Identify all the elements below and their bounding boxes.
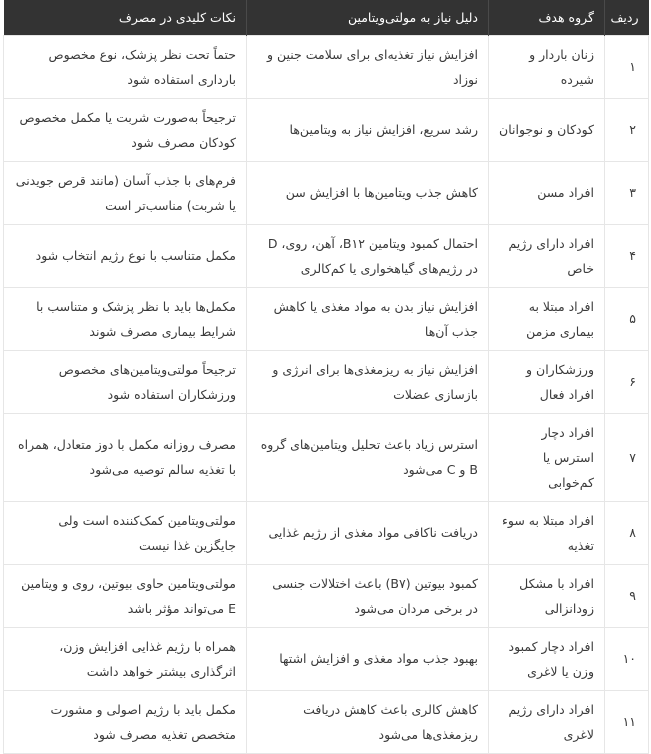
cell-index: ۴ [605,224,649,287]
header-notes: نکات کلیدی در مصرف [4,0,247,35]
table-row [4,627,649,690]
cell-notes: مکمل متناسب با نوع رژیم انتخاب شود [4,224,247,287]
cell-notes: همراه با رژیم غذایی افزایش وزن، اثرگذاری بیشتر خواهد داشت [4,627,247,690]
cell-group: افراد دچار استرس یا کم‌خوابی [489,413,605,501]
header-row [4,0,649,35]
cell-notes: مکمل‌ها باید با نظر پزشک و متناسب با شرایط بیماری مصرف شوند [4,287,247,350]
cell-notes: ترجیحاً مولتی‌ویتامین‌های مخصوص ورزشکاران استفاده شود [4,350,247,413]
table-row [4,287,649,350]
table-row [4,350,649,413]
cell-index: ۱ [605,35,649,98]
cell-group: زنان باردار و شیرده [489,35,605,98]
cell-group: افراد دچار کمبود وزن یا لاغری [489,627,605,690]
cell-index: ۷ [605,413,649,501]
cell-notes: مصرف روزانه مکمل با دوز متعادل، همراه با تغذیه سالم توصیه می‌شود [4,413,247,501]
cell-reason: کمبود بیوتین (B۷) باعث اختلالات جنسی در برخی مردان می‌شود [247,564,489,627]
cell-group: ورزشکاران و افراد فعال [489,350,605,413]
cell-index: ۲ [605,98,649,161]
table-row [4,161,649,224]
cell-group: کودکان و نوجوانان [489,98,605,161]
cell-group: افراد با مشکل زودانزالی [489,564,605,627]
cell-notes: مولتی‌ویتامین کمک‌کننده است ولی جایگزین غذا نیست [4,501,247,564]
cell-group: افراد مبتلا به بیماری مزمن [489,287,605,350]
cell-index: ۳ [605,161,649,224]
cell-index: ۹ [605,564,649,627]
cell-group: افراد مبتلا به سوء تغذیه [489,501,605,564]
cell-notes: ترجیحاً به‌صورت شربت یا مکمل مخصوص کودکان مصرف شود [4,98,247,161]
cell-index: ۱۱ [605,690,649,753]
cell-notes: مولتی‌ویتامین حاوی بیوتین، روی و ویتامین E می‌تواند مؤثر باشد [4,564,247,627]
cell-reason: کاهش جذب ویتامین‌ها با افزایش سن [247,161,489,224]
cell-notes: مکمل باید با رژیم اصولی و مشورت متخصص تغذیه مصرف شود [4,690,247,753]
cell-notes: فرم‌های با جذب آسان (مانند قرص جویدنی یا شربت) مناسب‌تر است [4,161,247,224]
table-row [4,224,649,287]
header-group: گروه هدف [489,0,605,35]
table-header [4,0,649,35]
header-reason: دلیل نیاز به مولتی‌ویتامین [247,0,489,35]
cell-index: ۱۰ [605,627,649,690]
table-row [4,690,649,753]
multivitamin-target-groups-table [3,0,649,754]
cell-reason: کاهش کالری باعث کاهش دریافت ریزمغذی‌ها می‌شود [247,690,489,753]
cell-reason: احتمال کمبود ویتامین B۱۲، آهن، روی، D در رژیم‌های گیاهخواری یا کم‌کالری [247,224,489,287]
cell-group: افراد دارای رژیم خاص [489,224,605,287]
table-row [4,501,649,564]
cell-index: ۸ [605,501,649,564]
table-row [4,413,649,501]
cell-index: ۶ [605,350,649,413]
table-row [4,564,649,627]
cell-reason: افزایش نیاز تغذیه‌ای برای سلامت جنین و نوزاد [247,35,489,98]
header-index: ردیف [605,0,649,35]
table-body [4,35,649,753]
cell-group: افراد دارای رژیم لاغری [489,690,605,753]
cell-reason: بهبود جذب مواد مغذی و افزایش اشتها [247,627,489,690]
cell-reason: رشد سریع، افزایش نیاز به ویتامین‌ها [247,98,489,161]
cell-reason: دریافت ناکافی مواد مغذی از رژیم غذایی [247,501,489,564]
cell-reason: استرس زیاد باعث تحلیل ویتامین‌های گروه B و C می‌شود [247,413,489,501]
cell-notes: حتماً تحت نظر پزشک، نوع مخصوص بارداری استفاده شود [4,35,247,98]
table-row [4,98,649,161]
cell-group: افراد مسن [489,161,605,224]
cell-reason: افزایش نیاز بدن به مواد مغذی یا کاهش جذب آن‌ها [247,287,489,350]
table-row [4,35,649,98]
multivitamin-table-container [3,0,648,754]
cell-index: ۵ [605,287,649,350]
cell-reason: افزایش نیاز به ریزمغذی‌ها برای انرژی و بازسازی عضلات [247,350,489,413]
